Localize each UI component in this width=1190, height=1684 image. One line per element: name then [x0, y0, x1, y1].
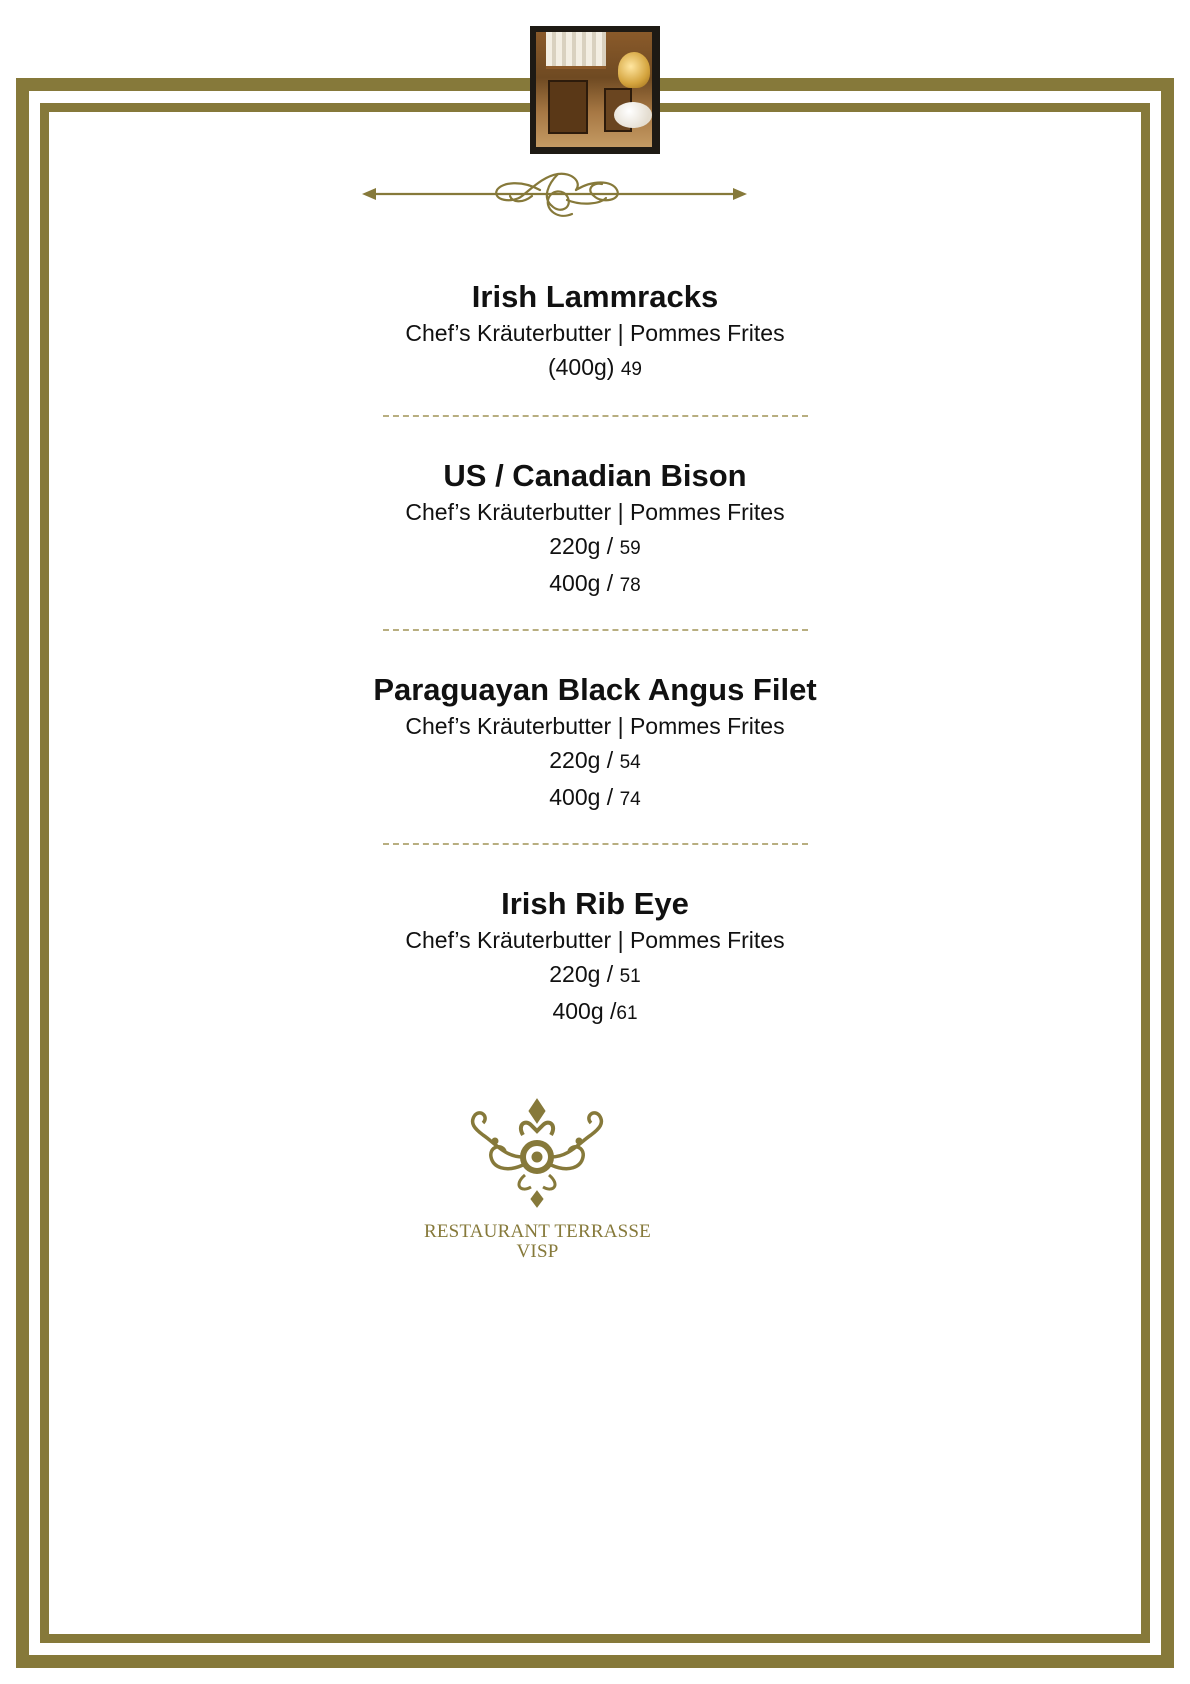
price-value: 74: [619, 789, 641, 810]
portion-size: 220g /: [549, 961, 620, 987]
dashed-separator: [383, 629, 808, 631]
brand-name: RESTAURANT TERRASSE: [424, 1221, 651, 1242]
portion-size: 400g /: [552, 998, 617, 1024]
flourish-arrow-divider-icon: [362, 160, 747, 226]
dish-price-line: [0, 529, 1190, 566]
menu-item: [0, 457, 1190, 603]
dish-price-line: [0, 994, 1190, 1031]
dish-name: Irish Rib Eye: [501, 886, 689, 921]
dish-description: Chef’s Kräuterbutter | Pommes Frites: [405, 927, 785, 953]
restaurant-brand: [395, 1222, 680, 1262]
dish-price-line: [0, 566, 1190, 603]
price-value: 61: [616, 1003, 638, 1024]
menu-item: [0, 885, 1190, 1031]
brand-location: VISP: [516, 1241, 559, 1262]
menu-item: [0, 278, 1190, 387]
portion-size: 220g /: [549, 747, 620, 773]
portion-size: 400g /: [549, 570, 620, 596]
dish-price-line: [0, 350, 1190, 387]
dish-price-line: [0, 780, 1190, 817]
portion-size: (400g): [547, 354, 621, 380]
dish-name: Paraguayan Black Angus Filet: [373, 672, 817, 707]
dashed-separator: [383, 843, 808, 845]
dish-name: US / Canadian Bison: [443, 458, 747, 493]
dashed-separator: [383, 415, 808, 417]
menu-item: [0, 671, 1190, 817]
dish-description: Chef’s Kräuterbutter | Pommes Frites: [405, 499, 785, 525]
menu-list: [0, 278, 1190, 1031]
price-value: 51: [619, 966, 641, 987]
price-value: 78: [619, 575, 641, 596]
restaurant-crest-icon: [465, 1095, 610, 1215]
price-value: 59: [619, 538, 641, 559]
portion-size: 400g /: [549, 784, 620, 810]
dish-price-line: [0, 743, 1190, 780]
restaurant-photo: [530, 26, 660, 154]
dish-description: Chef’s Kräuterbutter | Pommes Frites: [405, 713, 785, 739]
dish-price-line: [0, 957, 1190, 994]
dish-description: Chef’s Kräuterbutter | Pommes Frites: [405, 320, 785, 346]
dish-name: Irish Lammracks: [471, 279, 719, 314]
price-value: 54: [619, 752, 641, 773]
price-value: 49: [620, 359, 642, 380]
portion-size: 220g /: [549, 533, 620, 559]
